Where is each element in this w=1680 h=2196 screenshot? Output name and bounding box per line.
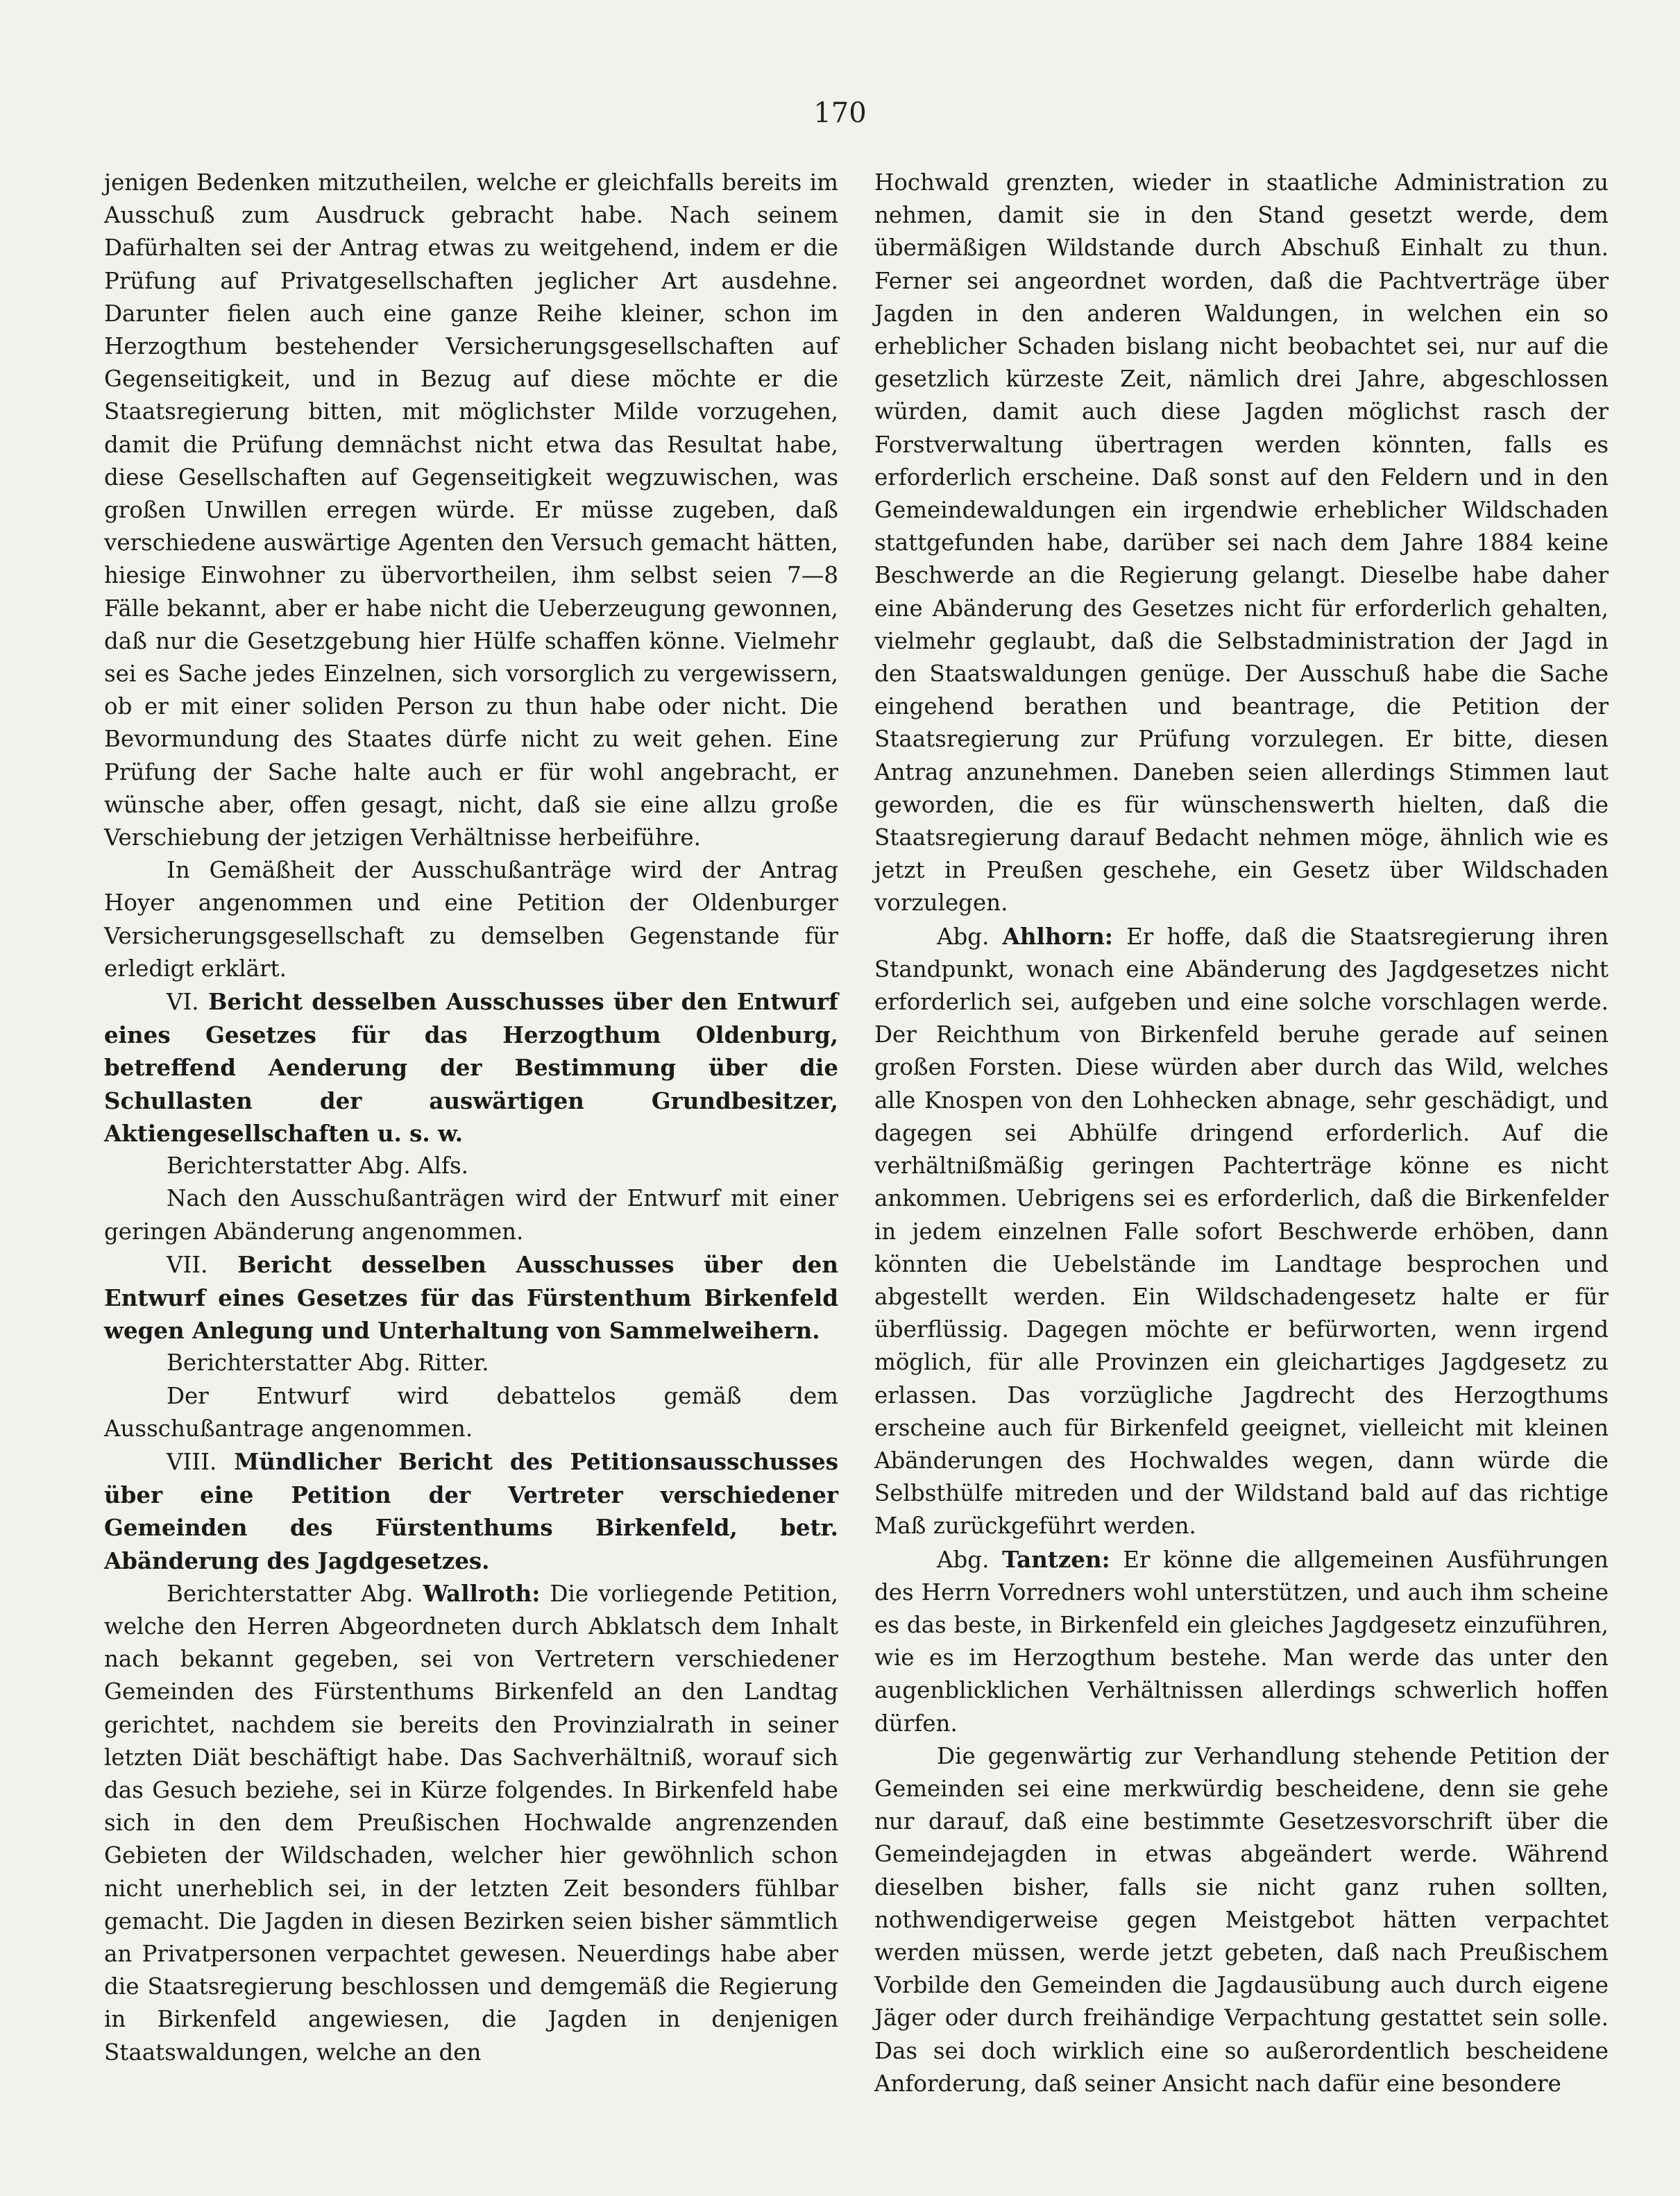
paragraph: Die gegenwärtig zur Verhandlung stehende Petition der Gemeinden sei eine merkwürdig bescheidene, denn sie gehe nur darauf, daß eine bestimmte Gesetzesvorschrift über die Gemeindejagden in etwas abgeändert werde. Während dieselben bisher, falls sie nicht ganz ruhen sollten, nothwendigerweise gegen Meistgebot hätten verpachtet werden müssen, werde jetzt gebeten, daß nach Preußischem Vorbilde den Gemeinden die Jagdausübung auch durch eigene Jäger oder durch freihändige Verpachtung gestattet sein solle. Das sei doch wirklich eine so außerordentlich bescheidene Anforderung, daß seiner Ansicht nach dafür eine besondere (874, 1742, 1609, 2097)
speech-lead: Abg. (937, 923, 990, 950)
speaker-name: Wallroth: (423, 1579, 541, 1607)
section-number: VIII. (167, 1448, 217, 1475)
left-column (104, 167, 838, 2069)
speech-paragraph (874, 920, 1609, 1543)
speech-text: Er könne die allgemeinen Ausführungen des Herrn Vorredners wohl unterstützen, und auch ihm scheine es das beste, in Birkenfeld ein gleiches Jagdgesetz einzuführen, wie es im Herzogthum bestehe. Man werde das unter den augenblicklichen Verhältnissen allerdings schwerlich hoffen dürfen. (874, 1546, 1609, 1737)
speaker-name: Ahlhorn: (1002, 922, 1113, 950)
section-title: Mündlicher Bericht des Petitionsausschusses über eine Petition der Vertreter verschiedener Gemeinden des Fürstenthums Birkenfeld, betr. Abänderung des Jagdgesetzes. (104, 1447, 838, 1574)
section-number: VII. (167, 1251, 208, 1278)
speech-text: Die vorliegende Petition, welche den Herren Abgeordneten durch Abklatsch dem Inhalt nach bekannt gegeben, sei von Vertretern verschiedener Gemeinden des Fürstenthums Birkenfeld an den Landtag gerichtet, nachdem sie bereits den Provinzialrath in seiner letzten Diät beschäftigt habe. Das Sachverhältniß, worauf sich das Gesuch beziehe, sei in Kürze folgendes. In Birkenfeld habe sich in den dem Preußischen Hochwalde angrenzenden Gebieten der Wildschaden, welcher hier gewöhnlich schon nicht unerheblich sei, in der letzten Zeit besonders fühlbar gemacht. Die Jagden in diesen Bezirken seien bisher sämmtlich an Privatpersonen verpachtet gewesen. Neuerdings habe aber die Staatsregierung beschlossen und demgemäß die Regierung in Birkenfeld angewiesen, die Jagden in denjenigen Staatswaldungen, welche an den (104, 1580, 838, 2066)
right-column (874, 167, 1609, 2100)
paragraph: jenigen Bedenken mitzutheilen, welche er gleichfalls bereits im Ausschuß zum Ausdruck gebracht habe. Nach seinem Dafürhalten sei der Antrag etwas zu weitgehend, indem er die Prüfung auf Privatgesellschaften jeglicher Art ausdehne. Darunter fielen auch eine ganze Reihe kleiner, schon im Herzogthum bestehender Versicherungsgesellschaften auf Gegenseitigkeit, und in Bezug auf diese möchte er die Staatsregierung bitten, mit möglichster Milde vorzugehen, damit die Prüfung demnächst nicht etwa das Resultat habe, diese Gesellschaften auf Gegenseitigkeit wegzuwischen, was großen Unwillen erregen würde. Er müsse zugeben, daß verschiedene auswärtige Agenten den Versuch gemacht hätten, hiesige Einwohner zu übervortheilen, ihm selbst seien 7—8 Fälle bekannt, aber er habe nicht die Ueberzeugung gewonnen, daß nur die Gesetzgebung hier Hülfe schaffen könne. Vielmehr sei es Sache jedes Einzelnen, sich vorsorglich zu vergewissern, ob er mit einer soliden Person zu thun habe oder nicht. Die Bevormundung des Staates dürfe nicht zu weit gehen. Eine Prüfung der Sache halte auch er für wohl angebracht, er wünsche aber, offen gesagt, nicht, daß sie eine allzu große Verschiebung der jetzigen Verhältnisse herbeiführe. (104, 169, 838, 851)
paragraph: Nach den Ausschußanträgen wird der Entwurf mit einer geringen Abänderung angenommen. (104, 1185, 838, 1245)
section-heading (104, 1445, 838, 1577)
section-title: Bericht desselben Ausschusses über den Entwurf eines Gesetzes für das Fürstenthum Birkenfeld wegen Anlegung und Unterhaltung von Sammelweihern. (104, 1250, 838, 1345)
section-title: Bericht desselben Ausschusses über den Entwurf eines Gesetzes für das Herzogthum Oldenburg, betreffend Aenderung der Bestimmung über die Schullasten der auswärtigen Grundbesitzer, Aktiengesellschaften u. s. w. (104, 988, 838, 1147)
paragraph: Hochwald grenzten, wieder in staatliche Administration zu nehmen, damit sie in den Stand gesetzt werde, dem übermäßigen Wildstande durch Abschuß Einhalt zu thun. Ferner sei angeordnet worden, daß die Pachtverträge über Jagden in den anderen Waldungen, in welchen ein so erheblicher Schaden bislang nicht beobachtet sei, nur auf die gesetzlich kürzeste Zeit, nämlich drei Jahre, abgeschlossen würden, damit auch diese Jagden möglichst rasch der Forstverwaltung übertragen werden könnten, falls es erforderlich erscheine. Daß sonst auf den Feldern und in den Gemeindewaldungen ein irgendwie erheblicher Wildschaden stattgefunden habe, darüber sei nach dem Jahre 1884 keine Beschwerde an die Regierung gelangt. Dieselbe habe daher eine Abänderung des Gesetzes nicht für erforderlich gehalten, vielmehr geglaubt, daß die Selbstadministration der Jagd in den Staatswaldungen genüge. Der Ausschuß habe die Sache eingehend berathen und beantrage, die Petition der Staatsregierung zur Prüfung vorzulegen. Er bitte, diesen Antrag anzunehmen. Daneben seien allerdings Stimmen laut geworden, die es für wünschenswerth hielten, daß die Staatsregierung darauf Bedacht nehmen möge, ähnlich wie es jetzt in Preußen geschehe, ein Gesetz über Wildschaden vorzulegen. (874, 169, 1609, 917)
section-heading (104, 985, 838, 1150)
speech-lead: Berichterstatter Abg. (167, 1580, 414, 1607)
speech-paragraph (874, 1543, 1609, 1740)
speaker-name: Tantzen: (1002, 1545, 1110, 1573)
speech-text: Er hoffe, daß die Staatsregierung ihren Standpunkt, wonach eine Abänderung des Jagdgesetzes nicht erforderlich sei, aufgeben und eine solche vorschlagen werde. Der Reichthum von Birkenfeld beruhe gerade auf seinen großen Forsten. Diese würden aber durch das Wild, welches alle Knospen von den Lohhecken abnage, sehr geschädigt, und dagegen sei Abhülfe dringend erforderlich. Auf die verhältnißmäßig geringen Pachterträge könne es nicht ankommen. Uebrigens sei es erforderlich, daß die Birkenfelder in jedem einzelnen Falle sofort Beschwerde erhöben, dann könnten die Uebelstände im Landtage besprochen und abgestellt werden. Ein Wildschadengesetz halte er für überflüssig. Dagegen möchte er befürworten, wenn irgend möglich, für alle Provinzen ein gleichartiges Jagdgesetz zu erlassen. Das vorzügliche Jagdrecht des Herzogthums erscheine auch für Birkenfeld geeignet, vielleicht mit kleinen Abänderungen des Hochwaldes wegen, dann würde die Selbsthülfe mitreden und der Wildstand bald auf das richtige Maß zurückgeführt werden. (874, 923, 1609, 1540)
paragraph: In Gemäßheit der Ausschußanträge wird der Antrag Hoyer angenommen und eine Petition der Oldenburger Versicherungsgesellschaft zu demselben Gegenstande für erledigt erklärt. (104, 857, 838, 982)
speech-paragraph (104, 1577, 838, 2069)
paragraph: Der Entwurf wird debattelos gemäß dem Ausschußantrage angenommen. (104, 1382, 838, 1442)
section-number: VI. (167, 989, 199, 1016)
section-heading (104, 1248, 838, 1347)
rapporteur-line: Berichterstatter Abg. Ritter. (167, 1350, 489, 1377)
rapporteur-line: Berichterstatter Abg. Alfs. (167, 1152, 468, 1180)
page-number: 170 (813, 97, 867, 129)
speech-lead: Abg. (937, 1546, 990, 1573)
